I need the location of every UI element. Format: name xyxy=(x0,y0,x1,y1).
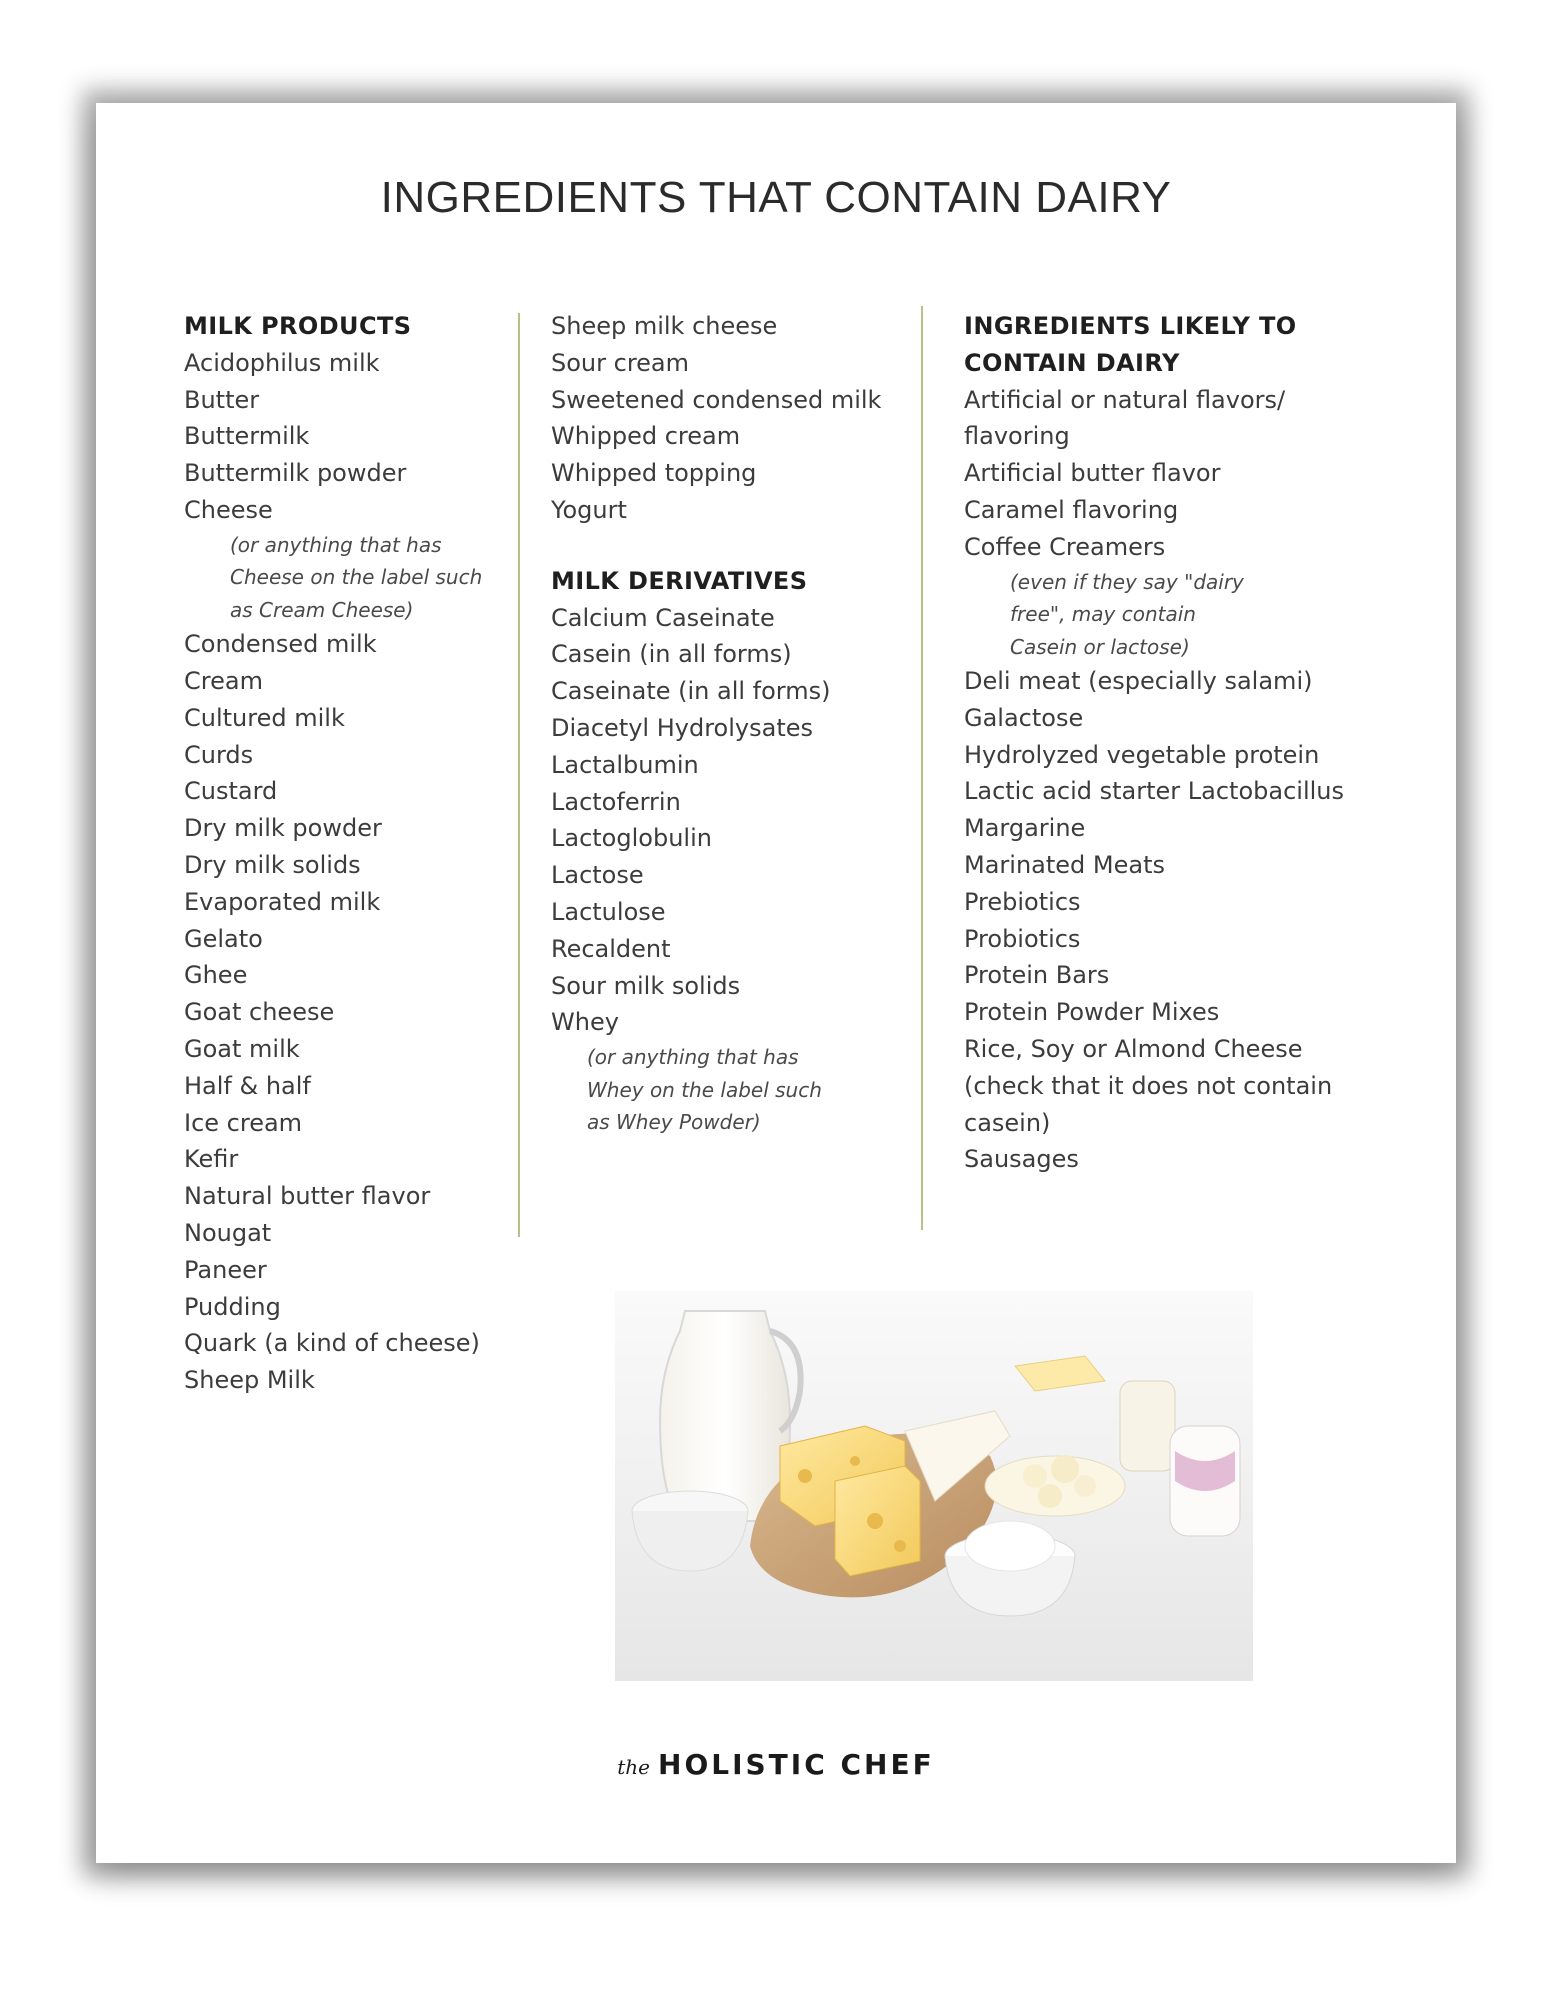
list-item: Protein Powder Mixes xyxy=(964,998,1220,1027)
list-item: Caseinate (in all forms) xyxy=(551,677,831,706)
list-item: Prebiotics xyxy=(964,887,1081,916)
brand-prefix: the xyxy=(617,1755,651,1779)
list-item: Cultured milk xyxy=(184,703,345,732)
list-item: Kefir xyxy=(184,1145,239,1174)
list-item: Curds xyxy=(184,740,254,769)
column-divider xyxy=(518,313,520,1237)
list-item: Rice, Soy or Almond Cheese xyxy=(964,1035,1303,1064)
list-item: Goat cheese xyxy=(184,998,335,1027)
list-item: casein) xyxy=(964,1108,1051,1137)
column-divider xyxy=(921,306,923,1230)
list-item: Diacetyl Hydrolysates xyxy=(551,713,813,742)
list-item: Cream xyxy=(184,667,263,696)
list-item: Calcium Caseinate xyxy=(551,603,775,632)
middle-column xyxy=(551,308,911,1139)
milk-products-list xyxy=(184,345,504,529)
document-page xyxy=(96,103,1456,1863)
list-item: Sausages xyxy=(964,1145,1079,1174)
whey-note: (or anything that has Whey on the label such as Whey Powder) xyxy=(587,1045,822,1135)
milk-products-list-continued xyxy=(551,308,911,529)
list-item: Buttermilk powder xyxy=(184,459,407,488)
brand-name: HOLISTIC CHEF xyxy=(658,1748,935,1781)
list-item: Marinated Meats xyxy=(964,851,1165,880)
milk-products-heading: MILK PRODUCTS xyxy=(184,312,412,340)
milk-products-column xyxy=(184,308,504,1399)
list-item: Ghee xyxy=(184,961,248,990)
list-item: Ice cream xyxy=(184,1108,303,1137)
list-item: Lactic acid starter Lactobacillus xyxy=(964,777,1344,806)
list-item: Lactulose xyxy=(551,897,666,926)
list-item: Half & half xyxy=(184,1071,311,1100)
list-item: Sheep milk cheese xyxy=(551,312,778,340)
list-item: Caramel flavoring xyxy=(964,495,1179,524)
list-item: Goat milk xyxy=(184,1035,300,1064)
list-item: Protein Bars xyxy=(964,961,1110,990)
list-item: Dry milk solids xyxy=(184,851,361,880)
list-item: Condensed milk xyxy=(184,630,377,659)
brand-footer xyxy=(96,1748,1456,1781)
list-item: Lactalbumin xyxy=(551,750,699,779)
list-item: Artificial butter flavor xyxy=(964,459,1221,488)
milk-products-list-continued xyxy=(184,626,504,1399)
milk-derivatives-list xyxy=(551,600,911,1042)
list-item: Nougat xyxy=(184,1219,272,1248)
list-item: Cheese xyxy=(184,495,273,524)
list-item: Quark (a kind of cheese) xyxy=(184,1329,480,1358)
list-item: Deli meat (especially salami) xyxy=(964,667,1313,696)
list-item: Pudding xyxy=(184,1292,281,1321)
list-item: Sheep Milk xyxy=(184,1366,315,1395)
list-item: Artificial or natural flavors/ xyxy=(964,385,1286,414)
likely-dairy-heading-line1: INGREDIENTS LIKELY TO xyxy=(964,312,1297,340)
list-item: Acidophilus milk xyxy=(184,348,380,377)
list-item: Whey xyxy=(551,1008,619,1037)
list-item: Custard xyxy=(184,777,278,806)
list-item: Dry milk powder xyxy=(184,814,382,843)
list-item: Whipped topping xyxy=(551,459,757,488)
list-item: flavoring xyxy=(964,422,1070,451)
dairy-products-photo xyxy=(615,1291,1253,1681)
list-item: Recaldent xyxy=(551,934,671,963)
likely-dairy-list xyxy=(964,382,1364,566)
list-item: Margarine xyxy=(964,814,1086,843)
list-item: Yogurt xyxy=(551,495,627,524)
cheese-note: (or anything that has Cheese on the label such as Cream Cheese) xyxy=(230,532,483,622)
list-item: Whipped cream xyxy=(551,422,741,451)
list-item: (check that it does not contain xyxy=(964,1071,1333,1100)
likely-dairy-heading-line2: CONTAIN DAIRY xyxy=(964,348,1180,377)
list-item: Butter xyxy=(184,385,260,414)
list-item: Galactose xyxy=(964,703,1084,732)
list-item: Buttermilk xyxy=(184,422,310,451)
list-item: Natural butter flavor xyxy=(184,1182,431,1211)
list-item: Lactoglobulin xyxy=(551,824,712,853)
list-item: Lactoferrin xyxy=(551,787,681,816)
page-title: INGREDIENTS THAT CONTAIN DAIRY xyxy=(380,173,1172,222)
list-item: Sour cream xyxy=(551,348,690,377)
creamer-note: (even if they say "dairy free", may contain Casein or lactose) xyxy=(1010,569,1244,659)
list-item: Lactose xyxy=(551,861,644,890)
list-item: Sour milk solids xyxy=(551,971,741,1000)
milk-derivatives-heading: MILK DERIVATIVES xyxy=(551,566,808,595)
list-item: Sweetened condensed milk xyxy=(551,385,882,414)
list-item: Hydrolyzed vegetable protein xyxy=(964,740,1320,769)
likely-dairy-column xyxy=(964,308,1364,1178)
list-item: Casein (in all forms) xyxy=(551,640,792,669)
likely-dairy-list-continued xyxy=(964,663,1364,1178)
list-item: Evaporated milk xyxy=(184,887,381,916)
list-item: Paneer xyxy=(184,1255,267,1284)
list-item: Probiotics xyxy=(964,924,1081,953)
list-item: Gelato xyxy=(184,924,263,953)
list-item: Coffee Creamers xyxy=(964,532,1166,561)
